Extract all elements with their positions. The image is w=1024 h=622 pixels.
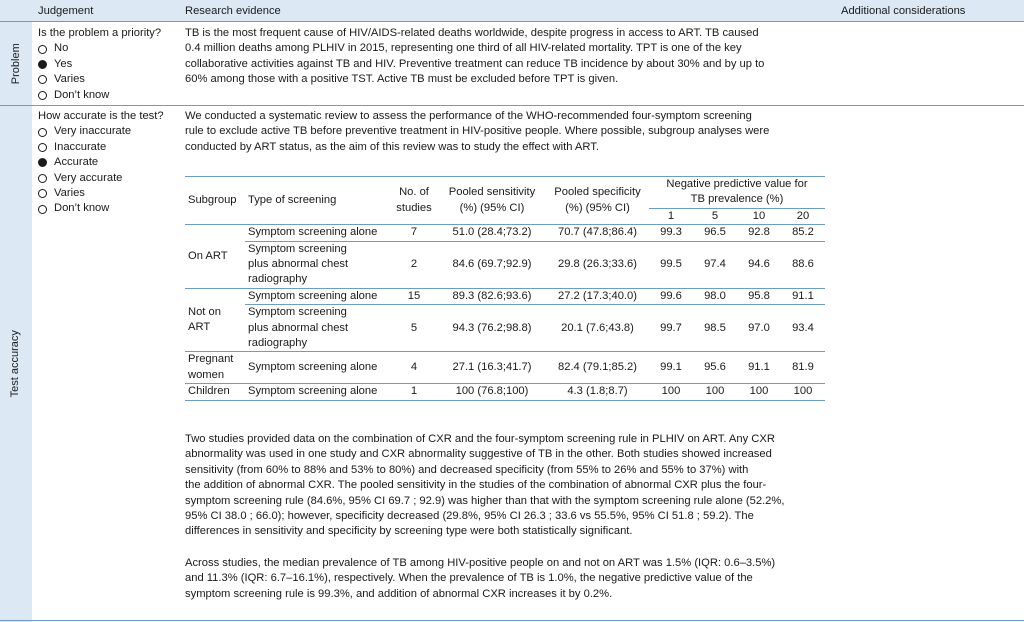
row-separator xyxy=(0,105,1024,106)
text-line: the addition of abnormal CXR. The pooled sensitivity in the studies of the combination of abnormal CXR plus the four- xyxy=(185,479,767,492)
text-line: collaborative activities against TB and HIV. Preventive treatment can reduce TB incidence by about 30% and by up to xyxy=(185,57,765,70)
text-line: Two studies provided data on the combination of CXR and the four-symptom screening rule in PLHIV on ART. Any CXR xyxy=(185,433,775,445)
radio-label: Accurate xyxy=(54,156,99,169)
radio-label: Don’t know xyxy=(54,88,110,101)
problem-evidence xyxy=(185,26,825,88)
evidence-header: Research evidence xyxy=(185,5,281,17)
accuracy-table xyxy=(185,176,825,401)
screening-type-line: Symptom screening xyxy=(248,242,347,255)
sensitivity-cell: 89.3 (82.6;93.6) xyxy=(438,288,546,304)
radio-empty-icon[interactable] xyxy=(38,128,47,137)
problem-side-label: Problem xyxy=(9,43,22,85)
radio-empty-icon[interactable] xyxy=(38,205,47,214)
npv-cell: 99.3 xyxy=(649,225,693,241)
specificity-cell: 70.7 (47.8;86.4) xyxy=(546,225,649,241)
accuracy-paragraph-3 xyxy=(185,556,825,602)
text-line: 0.4 million deaths among PLHIV in 2015, representing one third of all HIV-related mortality. TPT is one of the key xyxy=(185,42,742,55)
subgroup-cell xyxy=(185,288,245,352)
npv-cell: 99.6 xyxy=(649,288,693,304)
accuracy-paragraph-2 xyxy=(185,432,825,540)
radio-label: Very accurate xyxy=(54,171,123,184)
npv-cell: 99.1 xyxy=(649,352,693,384)
table-row xyxy=(185,305,825,352)
npv-cell: 99.7 xyxy=(649,305,693,352)
radio-selected-icon[interactable] xyxy=(38,60,47,69)
npv-cell: 95.8 xyxy=(737,288,781,304)
radio-option[interactable] xyxy=(38,201,178,216)
radio-label: Don’t know xyxy=(54,202,110,215)
radio-option[interactable] xyxy=(38,155,178,170)
radio-label: Varies xyxy=(54,186,85,199)
npv-cell: 81.9 xyxy=(781,352,825,384)
npv-cell: 99.5 xyxy=(649,241,693,288)
sensitivity-cell: 100 (76.8;100) xyxy=(438,384,546,400)
subgroup-label: Children xyxy=(188,385,230,398)
accuracy-judgement xyxy=(38,109,178,217)
sensitivity-cell: 94.3 (76.2;98.8) xyxy=(438,305,546,352)
npv-cell: 98.0 xyxy=(693,288,737,304)
specificity-cell: 27.2 (17.3;40.0) xyxy=(546,288,649,304)
screening-type-cell xyxy=(245,305,390,352)
studies-cell: 7 xyxy=(390,225,438,241)
text-line: rule to exclude active TB before preventive treatment in HIV-positive people. Where possible, subgroup analyses were xyxy=(185,125,770,138)
col-sensitivity: Pooled sensitivity (%) (95% CI) xyxy=(438,177,546,225)
radio-empty-icon[interactable] xyxy=(38,91,47,100)
specificity-cell: 4.3 (1.8;8.7) xyxy=(546,384,649,400)
accuracy-question: How accurate is the test? xyxy=(38,110,164,122)
screening-type-cell xyxy=(245,241,390,288)
npv-cell: 100 xyxy=(693,384,737,400)
specificity-cell: 20.1 (7.6;43.8) xyxy=(546,305,649,352)
npv-cell: 100 xyxy=(737,384,781,400)
subgroup-cell xyxy=(185,225,245,289)
radio-empty-icon[interactable] xyxy=(38,75,47,84)
screening-type-cell xyxy=(245,288,390,304)
text-line: sensitivity (from 60% to 88% and 53% to 80%) and decreased specificity (from 55% to 26% and 55% to 37%) with xyxy=(185,463,749,476)
radio-option[interactable] xyxy=(38,140,178,155)
studies-cell: 4 xyxy=(390,352,438,384)
npv-cell: 91.1 xyxy=(781,288,825,304)
radio-option[interactable] xyxy=(38,72,178,87)
specificity-cell: 82.4 (79.1;85.2) xyxy=(546,352,649,384)
studies-cell: 5 xyxy=(390,305,438,352)
radio-label: Very inaccurate xyxy=(54,125,132,138)
studies-cell: 1 xyxy=(390,384,438,400)
npv-cell: 94.6 xyxy=(737,241,781,288)
text-line: abnormality was used in one study and CXR abnormality suggestive of TB in the other. Both studies showed increased xyxy=(185,448,772,461)
table-row xyxy=(185,288,825,304)
table-row xyxy=(185,352,825,384)
screening-type-line: Symptom screening xyxy=(248,306,347,319)
col-studies: No. of studies xyxy=(390,177,438,225)
radio-option[interactable] xyxy=(38,57,178,72)
npv-cell: 97.4 xyxy=(693,241,737,288)
subgroup-cell xyxy=(185,384,245,400)
accuracy-side-label: Test accuracy xyxy=(9,330,22,398)
screening-type-line: Symptom screening alone xyxy=(248,385,378,398)
npv-cell: 85.2 xyxy=(781,225,825,241)
col-specificity: Pooled specificity (%) (95% CI) xyxy=(546,177,649,225)
radio-label: Yes xyxy=(54,57,73,70)
radio-selected-icon[interactable] xyxy=(38,158,47,167)
text-line: 95% CI 38.0 ; 66.0); however, specificity decreased (29.8%, 95% CI 26.3 ; 33.6 vs 55.5%, 95% CI 51.8 ; 59.2). The xyxy=(185,510,754,523)
text-line: Across studies, the median prevalence of TB among HIV-positive people on and not on ART was 1.5% (IQR: 0.6–3.5%) xyxy=(185,557,776,569)
npv-cell: 96.5 xyxy=(693,225,737,241)
radio-empty-icon[interactable] xyxy=(38,143,47,152)
screening-type-cell xyxy=(245,225,390,241)
screening-type-line: Symptom screening alone xyxy=(248,361,378,374)
judgement-header: Judgement xyxy=(38,5,94,17)
radio-empty-icon[interactable] xyxy=(38,189,47,198)
screening-type-line: radiography xyxy=(248,337,308,350)
text-line: TB is the most frequent cause of HIV/AIDS-related deaths worldwide, despite progress in access to ART. TB caused xyxy=(185,27,759,39)
screening-type-line: Symptom screening alone xyxy=(248,289,378,302)
text-line: We conducted a systematic review to assess the performance of the WHO-recommended four-symptom screening xyxy=(185,110,752,122)
subgroup-label: Pregnant women xyxy=(188,353,234,381)
sensitivity-cell: 27.1 (16.3;41.7) xyxy=(438,352,546,384)
table-row xyxy=(185,241,825,288)
col-npv: Negative predictive value for TB prevalence (%) xyxy=(649,177,825,209)
studies-cell: 15 xyxy=(390,288,438,304)
problem-question: Is the problem a priority? xyxy=(38,27,162,39)
studies-cell: 2 xyxy=(390,241,438,288)
radio-option[interactable] xyxy=(38,88,178,103)
subgroup-cell xyxy=(185,352,245,384)
npv-cell: 88.6 xyxy=(781,241,825,288)
col-prev-10: 10 xyxy=(737,208,781,224)
col-prev-20: 20 xyxy=(781,208,825,224)
sensitivity-cell: 51.0 (28.4;73.2) xyxy=(438,225,546,241)
subgroup-label: Not on ART xyxy=(188,305,221,334)
sensitivity-cell: 84.6 (69.7;92.9) xyxy=(438,241,546,288)
npv-cell: 97.0 xyxy=(737,305,781,352)
npv-cell: 91.1 xyxy=(737,352,781,384)
table-header xyxy=(0,0,1024,22)
npv-cell: 98.5 xyxy=(693,305,737,352)
text-line: symptom screening rule (84.6%, 95% CI 69.7 ; 92.9) was higher than that with the symptom screening rule alone (52.2%, xyxy=(185,494,785,507)
radio-option[interactable] xyxy=(38,186,178,201)
npv-cell: 100 xyxy=(781,384,825,400)
accuracy-intro xyxy=(185,109,825,155)
npv-cell: 93.4 xyxy=(781,305,825,352)
screening-type-line: Symptom screening alone xyxy=(248,226,378,239)
npv-cell: 92.8 xyxy=(737,225,781,241)
npv-cell: 100 xyxy=(649,384,693,400)
screening-type-cell xyxy=(245,384,390,400)
col-subgroup: Subgroup xyxy=(185,177,245,225)
screening-type-cell xyxy=(245,352,390,384)
col-prev-5: 5 xyxy=(693,208,737,224)
radio-label: Inaccurate xyxy=(54,140,107,153)
text-line: 60% among those with a positive TST. Active TB must be excluded before TPT is given. xyxy=(185,73,619,86)
text-line: conducted by ART status, as the aim of this review was to study the effect with ART. xyxy=(185,140,599,153)
radio-label: Varies xyxy=(54,73,85,86)
radio-empty-icon[interactable] xyxy=(38,45,47,54)
npv-cell: 95.6 xyxy=(693,352,737,384)
radio-option[interactable] xyxy=(38,41,178,56)
radio-label: No xyxy=(54,42,69,55)
col-type: Type of screening xyxy=(245,177,390,225)
table-row xyxy=(185,225,825,241)
radio-option[interactable] xyxy=(38,124,178,139)
screening-type-line: plus abnormal chest xyxy=(248,258,349,271)
table-row xyxy=(185,384,825,400)
bottom-border xyxy=(0,620,1024,621)
screening-type-line: radiography xyxy=(248,273,308,286)
radio-option[interactable] xyxy=(38,171,178,186)
subgroup-label: On ART xyxy=(188,249,228,262)
screening-type-line: plus abnormal chest xyxy=(248,321,349,334)
col-prev-1: 1 xyxy=(649,208,693,224)
specificity-cell: 29.8 (26.3;33.6) xyxy=(546,241,649,288)
additional-header: Additional considerations xyxy=(841,5,966,17)
problem-judgement xyxy=(38,26,178,103)
radio-empty-icon[interactable] xyxy=(38,174,47,183)
text-line: and 11.3% (IQR: 6.7–16.1%), respectively. When the prevalence of TB is 1.0%, the negative predictive value of the xyxy=(185,572,753,585)
text-line: symptom screening rule is 99.3%, and addition of abnormal CXR increases it by 0.2%. xyxy=(185,587,613,600)
text-line: differences in sensitivity and specificity by screening type were both statistically significant. xyxy=(185,525,633,538)
